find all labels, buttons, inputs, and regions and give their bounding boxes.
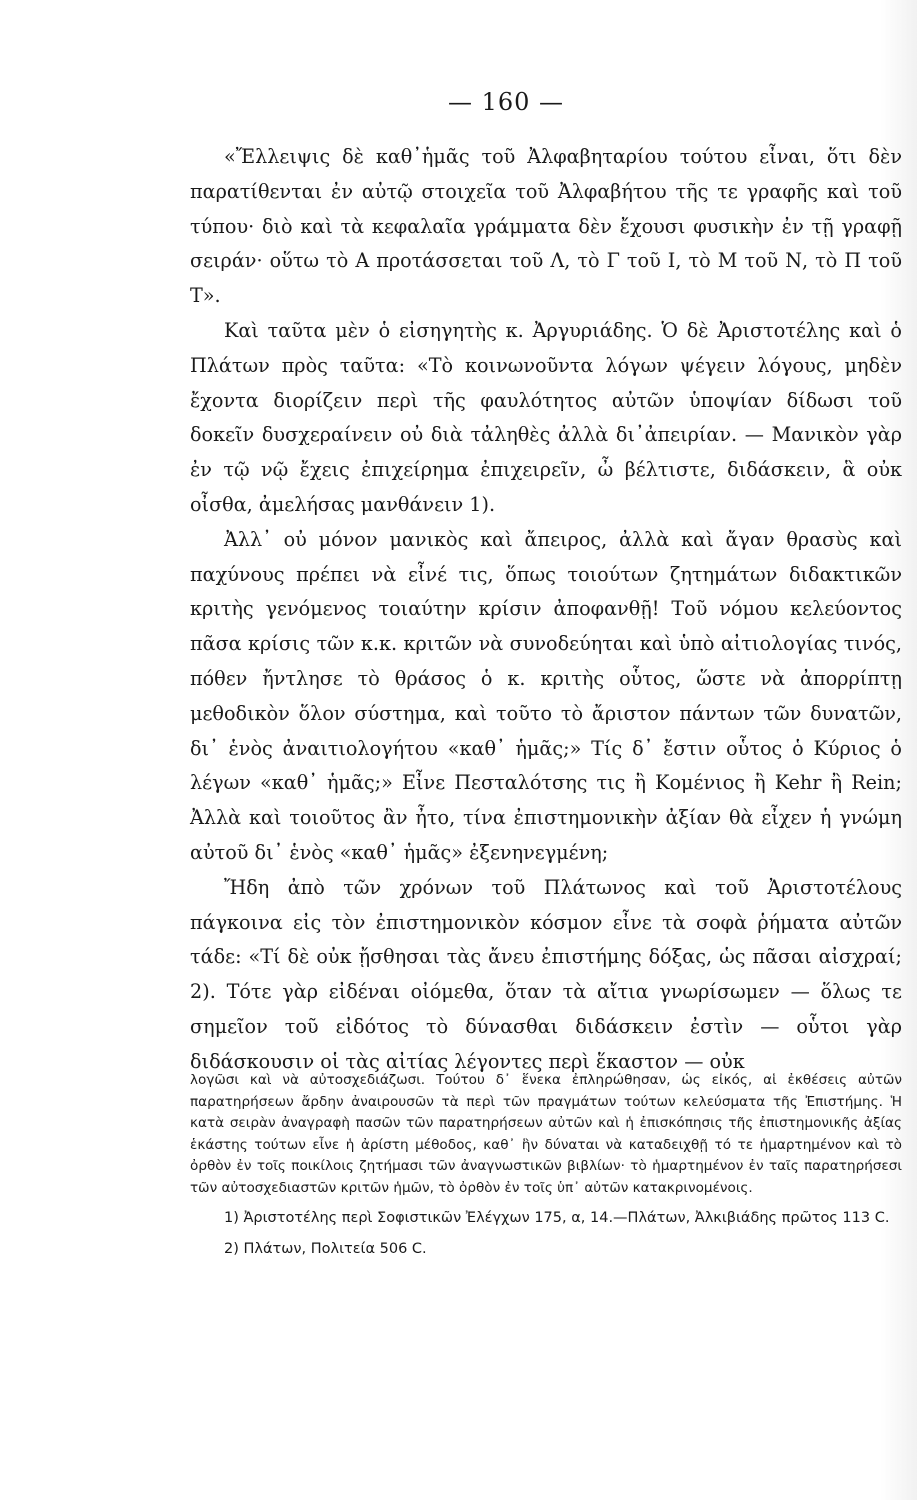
footnote-1: 1) Ἀριστοτέλης περὶ Σοφιστικῶν Ἐλέγχων 175, α, 14.—Πλάτων, Ἀλκιβιάδης πρῶτος 113 C. <box>224 1209 890 1226</box>
paragraph-ancient-sayings: Ἤδη ἀπὸ τῶν χρόνων τοῦ Πλάτωνος καὶ τοῦ Ἀριστοτέλους πάγκοινα εἰς τὸν ἐπιστημονικὸν κόσμον εἶνε τὰ σοφὰ ῥήματα αὐτῶν τάδε: «Τί δὲ οὐκ ᾔσθησαι τὰς ἄνευ ἐπιστήμης δόξας, ὡς πᾶσαι αἰσχραί; 2). Τότε γὰρ εἰδέναι οἰόμεθα, ὅταν τὰ αἴτια γνωρίσωμεν — ὅλως τε σημεῖον τοῦ εἰδότος τὸ δύνασθαι διδάσκειν ἐστὶν — οὗτοι γὰρ διδάσκουσιν οἱ τὰς αἰτίας λέγοντες περὶ ἕκαστον — οὐκ <box>190 875 902 1073</box>
page-content <box>190 88 902 1080</box>
footnotes <box>190 1070 902 1261</box>
paragraph-critic: Ἀλλ᾽ οὐ μόνον μανικὸς καὶ ἄπειρος, ἀλλὰ καὶ ἄγαν θρασὺς καὶ παχύνους πρέπει νὰ εἶνέ τις, ὅπως τοιούτων ζητημάτων διδακτικῶν κριτὴς γενόμενος τοιαύτην κρίσιν ἀποφανθῇ! Τοῦ νόμου κελεύοντος πᾶσα κρίσις τῶν κ.κ. κριτῶν νὰ συνοδεύηται καὶ ὑπὸ αἰτιολογίας τινός, πόθεν ἤντλησε τὸ θράσος ὁ κ. κριτὴς οὗτος, ὥστε νὰ ἀπορρίπτῃ μεθοδικὸν ὅλον σύστημα, καὶ τοῦτο τὸ ἄριστον πάντων τῶν δυνατῶν, δι᾽ ἑνὸς ἀναιτιολογήτου «καθ᾽ ἡμᾶς;» Τίς δ᾽ ἔστιν οὗτος ὁ Κύριος ὁ λέγων «καθ᾽ ἡμᾶς;» Εἶνε Πεσταλότσης τις ἢ Κομένιος ἢ Kehr ἢ Rein; Ἀλλὰ καὶ τοιοῦτος ἂν ἦτο, τίνα ἐπιστημονικὴν ἀξίαν θὰ εἶχεν ἡ γνώμη αὐτοῦ δι᾽ ἑνὸς «καθ᾽ ἡμᾶς» ἐξενηνεγμένη; <box>190 527 902 864</box>
page-number: — 160 — <box>447 88 565 116</box>
paragraph-aristotle-plato: Καὶ ταῦτα μὲν ὁ εἰσηγητὴς κ. Ἀργυριάδης. Ὁ δὲ Ἀριστοτέλης καὶ ὁ Πλάτων πρὸς ταῦτα: «Τὸ κοινωνοῦντα λόγων ψέγειν λόγους, μηδὲν ἔχοντα διορίζειν περὶ τῆς φαυλότητος αὐτῶν ὑποψίαν δίδωσι τοῦ δοκεῖν δυσχεραίνειν οὐ διὰ τἀληθὲς ἀλλὰ δι᾽ἀπειρίαν. — Μανικὸν γὰρ ἐν τῷ νῷ ἔχεις ἐπιχείρημα ἐπιχειρεῖν, ὦ βέλτιστε, διδάσκειν, ἃ οὐκ οἶσθα, ἀμελήσας μανθάνειν 1). <box>190 318 902 516</box>
paragraph-quote: «Ἔλλειψις δὲ καθ᾽ἡμᾶς τοῦ Ἀλφαβηταρίου τούτου εἶναι, ὅτι δὲν παρατίθενται ἐν αὐτῷ στοιχεῖα τοῦ Ἀλφαβήτου τῆς τε γραφῆς καὶ τοῦ τύπου· διὸ καὶ τὰ κεφαλαῖα γράμματα δὲν ἔχουσι φυσικὴν ἐν τῇ γραφῇ σειράν· οὕτω τὸ Α προτάσσεται τοῦ Λ, τὸ Γ τοῦ Ι, τὸ Μ τοῦ Ν, τὸ Π τοῦ Τ». <box>190 145 902 308</box>
footnote-2: 2) Πλάτων, Πολιτεία 506 C. <box>224 1241 427 1258</box>
body-text <box>190 140 902 1080</box>
footnote-continuation: λογῶσι καὶ νὰ αὐτοσχεδιάζωσι. Τούτου δ᾽ ἕνεκα ἐπληρώθησαν, ὡς εἰκός, αἱ ἐκθέσεις αὐτῶν παρατηρήσεων ἄρδην ἀναιρουσῶν τὰ περὶ τῶν πραγμάτων τούτων κελεύσματα τῆς Ἐπιστήμης. Ἡ κατὰ σειρὰν ἀναγραφὴ πασῶν τῶν παρατηρήσεων αὐτῶν καὶ ἡ ἐπισκόπησις τῆς ἐπιστημονικῆς ἀξίας ἑκάστης τούτων εἶνε ἡ ἀρίστη μέθοδος, καθ᾽ ἣν δύναται νὰ καταδειχθῇ τό τε ἡμαρτημένον καὶ τὸ ὀρθὸν ἐν τοῖς ποικίλοις ζητήμασι τῶν ἀναγνωστικῶν βιβλίων· τὸ ἡμαρτημένον ἐν ταῖς παρατηρήσεσι τῶν αὐτοσχεδιαστῶν κριτῶν ἡμῶν, τὸ ὀρθὸν ἐν τοῖς ὑπ᾽ αὐτῶν κατακρινομένοις. <box>190 1072 902 1196</box>
